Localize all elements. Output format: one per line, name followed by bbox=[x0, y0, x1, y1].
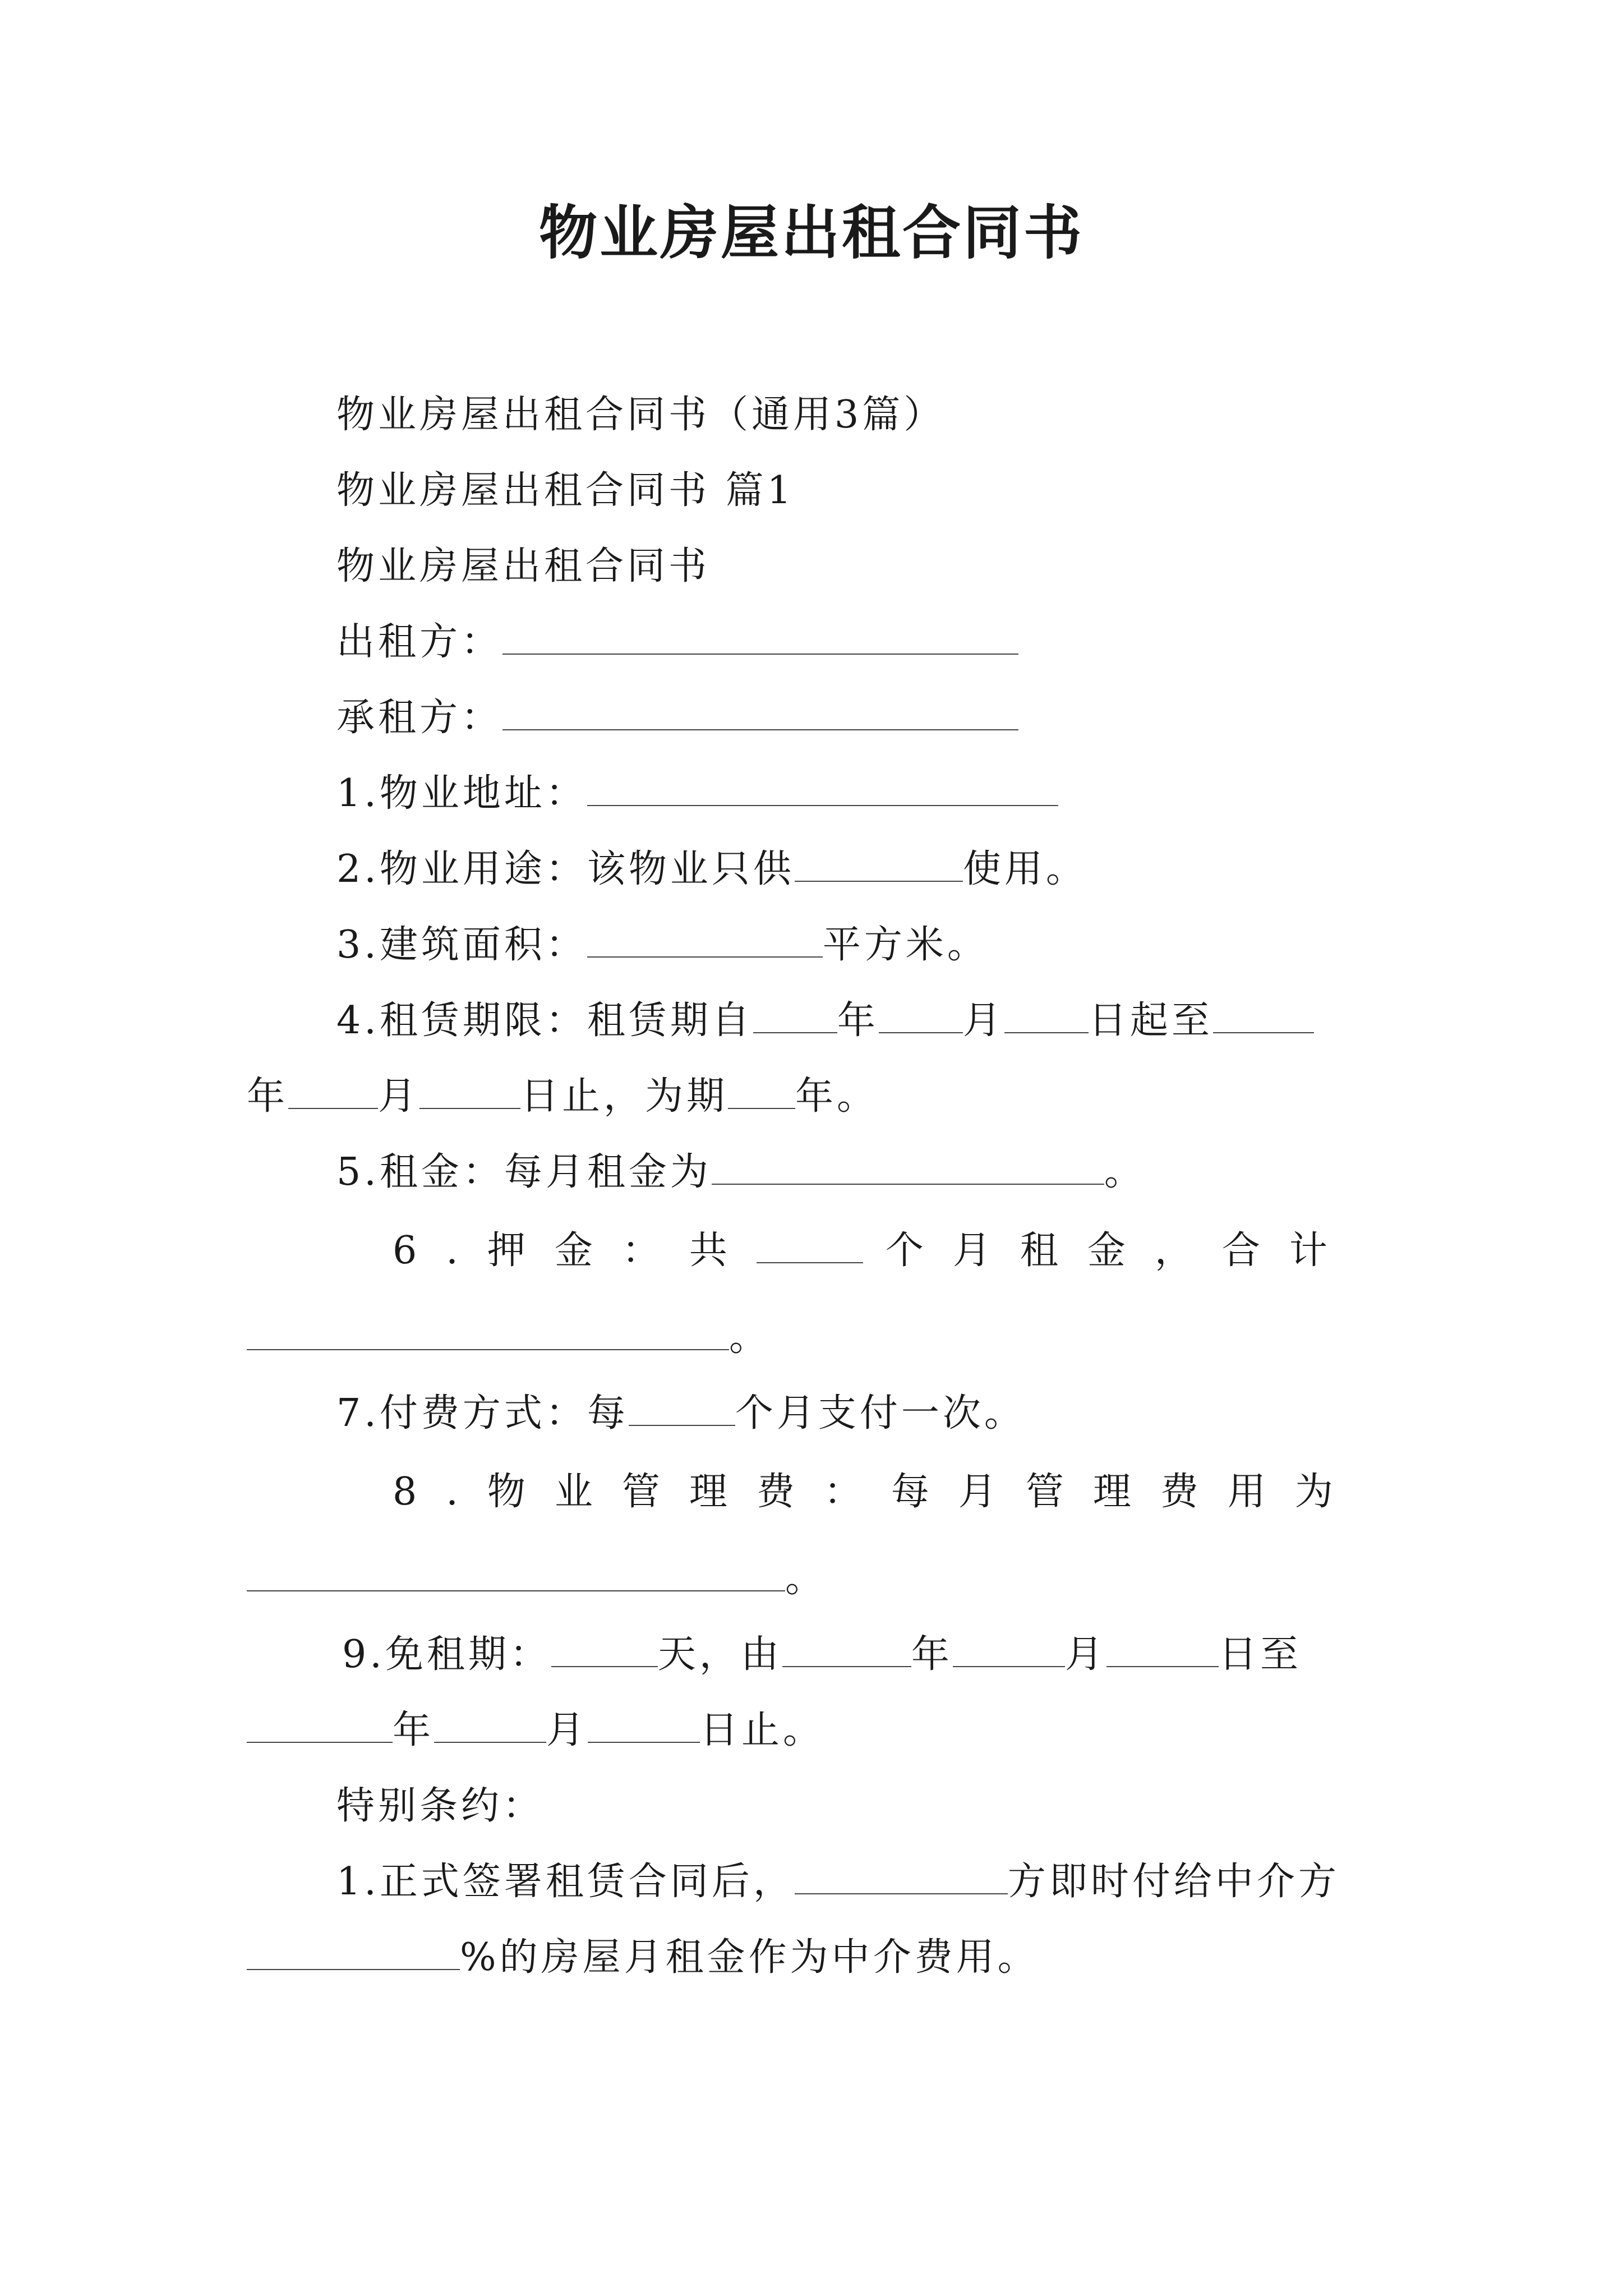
payment-suffix: 个月支付一次。 bbox=[735, 1391, 1026, 1435]
term-duration-unit: 年。 bbox=[795, 1074, 879, 1119]
term-end-month-blank[interactable] bbox=[288, 1074, 378, 1109]
subtitle-line: 物业房屋出租合同书（通用3篇） bbox=[336, 393, 946, 437]
rent-free-line bbox=[342, 1627, 1302, 1683]
management-fee-label: 8.物业管理费：每月管理费用为 bbox=[393, 1470, 1362, 1514]
special-terms-heading: 特别条约： bbox=[336, 1784, 545, 1828]
management-fee-suffix: 。 bbox=[785, 1557, 827, 1601]
special-term-1-party-blank[interactable] bbox=[795, 1860, 1008, 1894]
term-line-continued bbox=[247, 1069, 878, 1125]
term-end-day-blank[interactable] bbox=[419, 1074, 520, 1109]
term-start-year-blank[interactable] bbox=[753, 999, 837, 1033]
term-duration-blank[interactable] bbox=[728, 1074, 795, 1109]
deposit-months-blank[interactable] bbox=[757, 1228, 863, 1263]
deposit-line bbox=[393, 1223, 1357, 1279]
special-term-1-fee-text: %的房屋月租金作为中介费用。 bbox=[460, 1935, 1039, 1980]
lessor-label: 出租方： bbox=[336, 620, 503, 664]
address-label: 1.物业地址： bbox=[336, 771, 587, 816]
rent-blank[interactable] bbox=[712, 1150, 1104, 1185]
rent-free-from-text: 天，由 bbox=[657, 1632, 782, 1677]
area-line bbox=[336, 917, 989, 973]
special-term-1-line-continued bbox=[247, 1930, 1039, 1986]
address-blank[interactable] bbox=[587, 771, 1058, 806]
deposit-total-label: 个月租金，合计 bbox=[885, 1228, 1357, 1273]
payment-months-blank[interactable] bbox=[629, 1391, 735, 1426]
payment-label: 7.付费方式：每 bbox=[336, 1391, 629, 1435]
term-duration-text: 日止，为期 bbox=[520, 1074, 728, 1119]
term-month-text: 月 bbox=[962, 999, 1004, 1043]
area-blank[interactable] bbox=[587, 923, 823, 958]
contract-heading: 物业房屋出租合同书 bbox=[336, 544, 711, 588]
area-unit: 平方米。 bbox=[822, 923, 989, 967]
deposit-label: 6.押金：共 bbox=[393, 1228, 757, 1273]
rent-free-end-month-text: 月 bbox=[546, 1708, 588, 1752]
management-fee-blank[interactable] bbox=[247, 1557, 785, 1591]
deposit-total-blank[interactable] bbox=[247, 1315, 729, 1350]
lessor-line bbox=[336, 614, 1018, 670]
rent-free-year-text: 年 bbox=[911, 1632, 953, 1677]
rent-free-end-day-blank[interactable] bbox=[588, 1708, 700, 1743]
management-fee-line-continued bbox=[247, 1551, 827, 1607]
payment-line bbox=[336, 1386, 1026, 1442]
lessee-line bbox=[336, 690, 1018, 746]
special-term-1-text: 1.正式签署租赁合同后， bbox=[336, 1860, 795, 1904]
usage-blank[interactable] bbox=[795, 847, 963, 882]
special-term-1-agent-text: 方即时付给中介方 bbox=[1007, 1860, 1340, 1904]
rent-free-line-continued bbox=[247, 1703, 824, 1759]
term-end-year-blank[interactable] bbox=[1213, 999, 1314, 1033]
rent-free-end-year-text: 年 bbox=[393, 1708, 435, 1752]
rent-free-until-text: 日至 bbox=[1218, 1632, 1302, 1677]
rent-line bbox=[336, 1144, 1146, 1200]
rent-free-end-suffix: 日止。 bbox=[700, 1708, 825, 1752]
document-title: 物业房屋出租合同书 bbox=[538, 198, 1084, 267]
rent-free-start-day-blank[interactable] bbox=[1106, 1632, 1219, 1667]
chapter-heading: 物业房屋出租合同书 篇1 bbox=[336, 468, 795, 513]
term-line bbox=[336, 993, 1314, 1049]
usage-label: 2.物业用途：该物业只供 bbox=[336, 847, 795, 891]
term-start-month-blank[interactable] bbox=[879, 999, 963, 1033]
management-fee-line bbox=[393, 1464, 1362, 1520]
rent-free-end-year-blank[interactable] bbox=[247, 1708, 393, 1743]
rent-free-label: 9.免租期： bbox=[342, 1632, 551, 1677]
rent-free-month-text: 月 bbox=[1064, 1632, 1106, 1677]
rent-label: 5.租金：每月租金为 bbox=[336, 1150, 712, 1194]
term-label: 4.租赁期限：租赁期自 bbox=[336, 999, 753, 1043]
address-line bbox=[336, 766, 1058, 822]
lessee-blank[interactable] bbox=[502, 696, 1018, 730]
rent-free-end-month-blank[interactable] bbox=[434, 1708, 546, 1743]
deposit-suffix: 。 bbox=[729, 1315, 771, 1360]
special-term-1-percent-blank[interactable] bbox=[247, 1935, 460, 1970]
term-end-month-text: 月 bbox=[378, 1074, 420, 1119]
rent-free-start-month-blank[interactable] bbox=[953, 1632, 1065, 1667]
rent-free-start-year-blank[interactable] bbox=[782, 1632, 911, 1667]
term-end-year-text: 年 bbox=[247, 1074, 289, 1119]
usage-line bbox=[336, 841, 1087, 898]
lessee-label: 承租方： bbox=[336, 696, 503, 740]
deposit-line-continued bbox=[247, 1310, 771, 1366]
term-year-text: 年 bbox=[837, 999, 879, 1043]
term-until-text: 日起至 bbox=[1088, 999, 1213, 1043]
usage-suffix: 使用。 bbox=[962, 847, 1087, 891]
special-term-1-line bbox=[336, 1854, 1340, 1910]
area-label: 3.建筑面积： bbox=[336, 923, 587, 967]
term-start-day-blank[interactable] bbox=[1004, 999, 1089, 1033]
rent-suffix: 。 bbox=[1104, 1150, 1146, 1194]
lessor-blank[interactable] bbox=[502, 620, 1018, 655]
rent-free-days-blank[interactable] bbox=[551, 1632, 658, 1667]
